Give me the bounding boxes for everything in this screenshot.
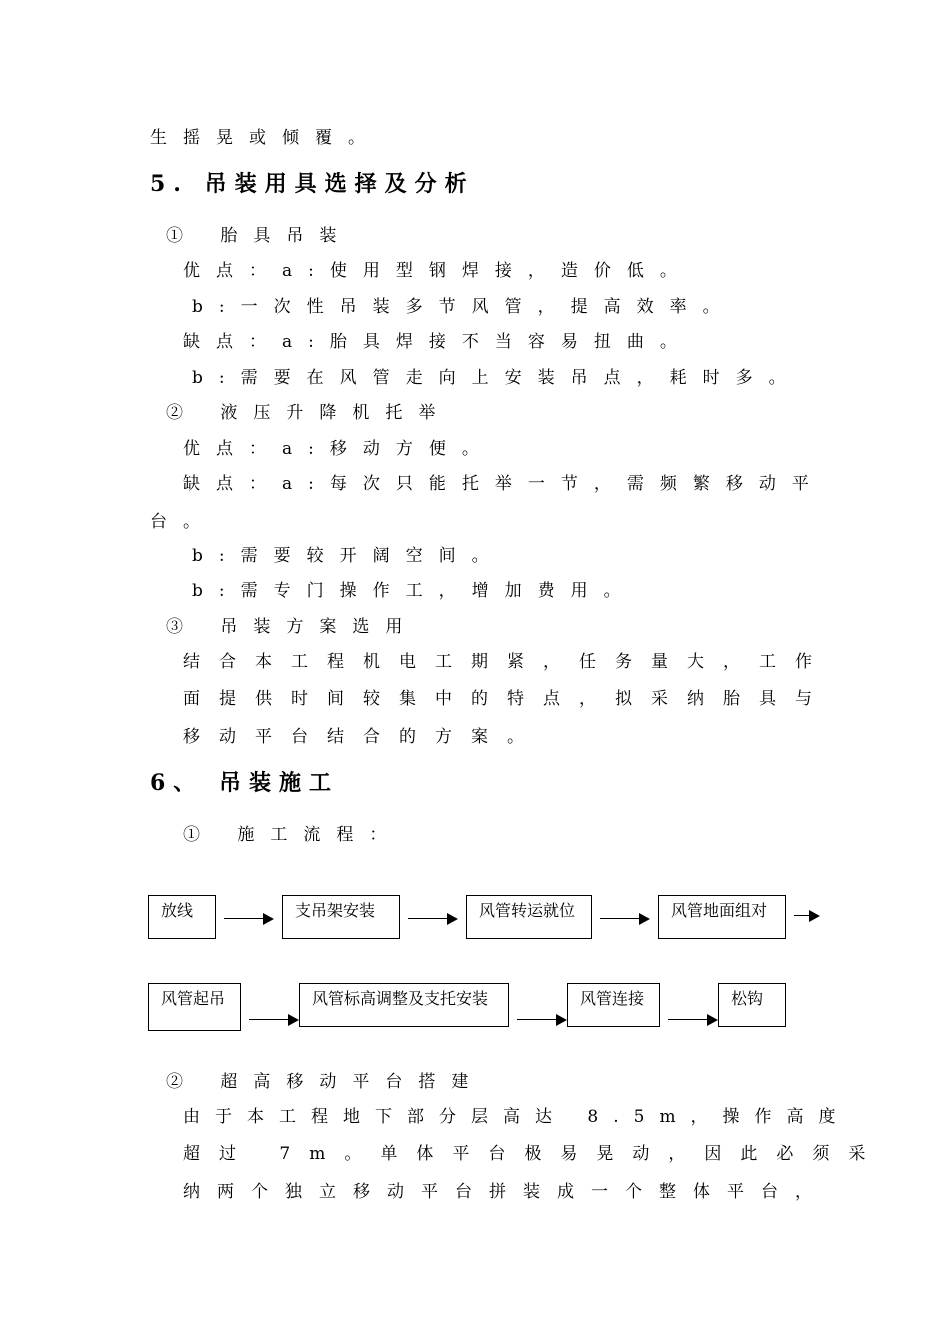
text-line: 超过 7m。单体平台极易晃动，因此必须采 [183,1144,885,1164]
subsection-title: ② 超高移动平台搭建 [166,1072,485,1092]
flow-step-8: 松钩 [718,983,786,1027]
flow-step-4: 风管地面组对 [658,895,786,939]
section-heading-6: 6、 吊装施工 [150,770,339,796]
text-line: 台。 [150,512,216,532]
section-heading-5: 5. 吊装用具选择及分析 [150,171,475,197]
flow-step-1: 放线 [148,895,216,939]
text-line: 缺点：a:胎具焊接不当容易扭曲。 [183,332,693,352]
flow-arrow [517,1014,567,1026]
flow-arrow [224,913,274,925]
subsection-title: ③ 吊装方案选用 [166,617,419,637]
flow-step-6: 风管标高调整及支托安装 [299,983,509,1027]
subsection-title: ① 胎具吊装 [166,226,353,246]
text-line: b:需要较开阔空间。 [192,546,505,566]
text-line: 优点：a:使用型钢焊接，造价低。 [183,261,693,281]
flow-arrow [794,910,820,922]
text-line: b:需专门操作工，增加费用。 [192,581,637,601]
flow-step-5: 风管起吊 [148,983,241,1031]
text-line: 优点：a:移动方便。 [183,439,495,459]
text-line: b:需要在风管走向上安装吊点，耗时多。 [192,368,802,388]
text-line: 移动平台结合的方案。 [183,727,543,747]
text-line: 纳两个独立移动平台拼装成一个整体平台， [183,1182,829,1202]
text-line: 结合本工程机电工期紧，任务量大，工作 [183,652,831,672]
flow-arrow [249,1014,299,1026]
flow-arrow [408,913,458,925]
flow-arrow [600,913,650,925]
text-line: 由于本工程地下部分层高达 8.5m，操作高度 [183,1107,851,1127]
flow-step-7: 风管连接 [567,983,660,1027]
text-line: b:一次性吊装多节风管，提高效率。 [192,297,736,317]
subsection-title: ① 施工流程： [183,825,403,845]
flow-step-2: 支吊架安装 [282,895,400,939]
flow-arrow [668,1014,718,1026]
subsection-title: ② 液压升降机托举 [166,403,452,423]
text-line: 面提供时间较集中的特点，拟采纳胎具与 [183,689,831,709]
text-line: 缺点：a:每次只能托举一节，需频繁移动平 [183,474,825,494]
text-line: 生摇晃或倾覆。 [150,128,381,148]
flow-step-3: 风管转运就位 [466,895,592,939]
